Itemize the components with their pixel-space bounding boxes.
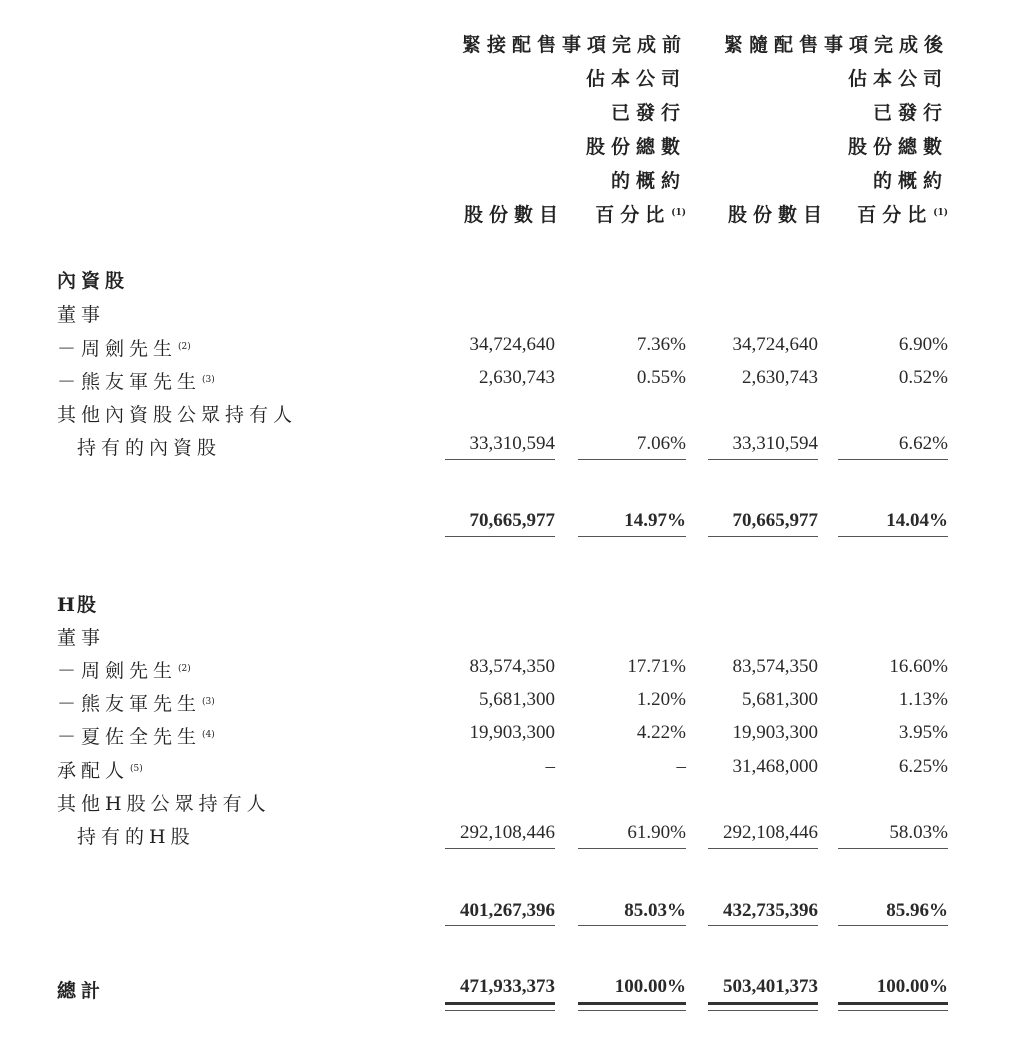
row-label-public-domestic-line2: 持有的內資股 (77, 437, 222, 459)
pct-after: 16.60% (889, 656, 948, 677)
shares-after: 83,574,350 (732, 656, 818, 677)
shares-after: 33,310,594 (732, 433, 818, 454)
shares-before: 5,681,300 (479, 689, 555, 710)
subtotal-shares-before: 70,665,977 (469, 510, 555, 531)
row-label-xiong-youjun-domestic: －熊友軍先生$^{(3)}$ (57, 371, 215, 393)
divider (838, 459, 948, 460)
pct-before: 17.71% (627, 656, 686, 677)
header-pct-line2-after: 已發行 (872, 102, 948, 124)
footnote-marker: (1) (933, 208, 948, 218)
total-shares-after: 503,401,373 (723, 976, 818, 997)
row-label-xia-zuoquan-h: －夏佐全先生$^{(4)}$ (57, 726, 215, 748)
shares-after: 292,108,446 (723, 822, 818, 843)
total-pct-before: 100.00% (614, 976, 686, 997)
row-label-zhou-jian-h: －周劍先生$^{(2)}$ (57, 660, 191, 682)
shares-after: 34,724,640 (732, 334, 818, 355)
pct-before: 0.55% (636, 367, 686, 388)
header-pct-line1-before: 佔本公司 (585, 68, 686, 90)
pct-after: 6.25% (898, 756, 948, 777)
header-pct-label-before: 百分比 (595, 204, 671, 226)
divider (708, 536, 818, 537)
divider (838, 848, 948, 849)
pct-before: 7.36% (636, 334, 686, 355)
divider (578, 848, 686, 849)
shares-after: 31,468,000 (732, 756, 818, 777)
pct-after: 3.95% (898, 722, 948, 743)
subtotal-shares-before: 401,267,396 (460, 900, 555, 921)
header-group-after: 緊隨配售事項完成後 (724, 34, 950, 56)
divider (445, 848, 555, 849)
subtotal-shares-after: 432,735,396 (723, 900, 818, 921)
row-label-placees-h: 承配人$^{(5)}$ (57, 760, 143, 782)
row-label-public-h-line1: 其他H股公眾持有人 (57, 793, 271, 815)
header-pct-label-after: 百分比 (857, 204, 933, 226)
section-title-h-shares: H股 (57, 594, 98, 616)
subtotal-shares-after: 70,665,977 (732, 510, 818, 531)
row-label-zhou-jian-domestic: －周劍先生$^{(2)}$ (57, 338, 191, 360)
row-label-public-domestic-line1: 其他內資股公眾持有人 (57, 404, 298, 426)
header-shares-before: 股份數目 (464, 204, 565, 226)
shares-after: 5,681,300 (742, 689, 818, 710)
shares-after: 19,903,300 (732, 722, 818, 743)
row-label-xiong-youjun-h: －熊友軍先生$^{(3)}$ (57, 693, 215, 715)
pct-after: 6.62% (898, 433, 948, 454)
pct-after: 6.90% (898, 334, 948, 355)
total-pct-after: 100.00% (876, 976, 948, 997)
header-shares-after: 股份數目 (728, 204, 829, 226)
shares-before: 34,724,640 (469, 334, 555, 355)
header-pct-line4-before: 的概約 (610, 170, 686, 192)
pct-after: 58.03% (889, 822, 948, 843)
divider (708, 459, 818, 460)
divider (445, 459, 555, 460)
header-pct-line3-before: 股份總數 (585, 136, 686, 158)
header-pct-line4-after: 的概約 (872, 170, 948, 192)
total-label: 總計 (57, 980, 106, 1002)
header-group-before: 緊接配售事項完成前 (462, 34, 688, 56)
subtotal-pct-after: 14.04% (886, 510, 948, 531)
double-divider (708, 1002, 818, 1011)
divider (838, 536, 948, 537)
divider (708, 925, 818, 926)
shares-after: 2,630,743 (742, 367, 818, 388)
header-pct-line2-before: 已發行 (610, 102, 686, 124)
divider (838, 925, 948, 926)
directors-label-domestic: 董事 (57, 304, 106, 326)
section-title-domestic: 內資股 (57, 270, 130, 292)
pct-before: – (676, 756, 686, 777)
pct-before: 61.90% (627, 822, 686, 843)
header-pct-line5-after (838, 200, 948, 227)
double-divider (445, 1002, 555, 1011)
double-divider (838, 1002, 948, 1011)
shares-before: 2,630,743 (479, 367, 555, 388)
double-divider (578, 1002, 686, 1011)
pct-before: 4.22% (636, 722, 686, 743)
shares-before: 292,108,446 (460, 822, 555, 843)
footnote-marker: (1) (671, 208, 686, 218)
divider (578, 536, 686, 537)
divider (445, 925, 555, 926)
pct-after: 1.13% (898, 689, 948, 710)
directors-label-h-shares: 董事 (57, 627, 106, 649)
header-pct-line5-before (578, 200, 686, 227)
divider (445, 536, 555, 537)
shares-before: 33,310,594 (469, 433, 555, 454)
shares-before: 19,903,300 (469, 722, 555, 743)
subtotal-pct-after: 85.96% (886, 900, 948, 921)
shares-before: 83,574,350 (469, 656, 555, 677)
divider (578, 459, 686, 460)
subtotal-pct-before: 85.03% (624, 900, 686, 921)
pct-before: 7.06% (636, 433, 686, 454)
pct-after: 0.52% (898, 367, 948, 388)
row-label-public-h-line2: 持有的H股 (77, 826, 195, 848)
divider (708, 848, 818, 849)
shares-before: – (545, 756, 555, 777)
total-shares-before: 471,933,373 (460, 976, 555, 997)
pct-before: 1.20% (636, 689, 686, 710)
header-pct-line3-after: 股份總數 (847, 136, 948, 158)
subtotal-pct-before: 14.97% (624, 510, 686, 531)
divider (578, 925, 686, 926)
header-pct-line1-after: 佔本公司 (847, 68, 948, 90)
